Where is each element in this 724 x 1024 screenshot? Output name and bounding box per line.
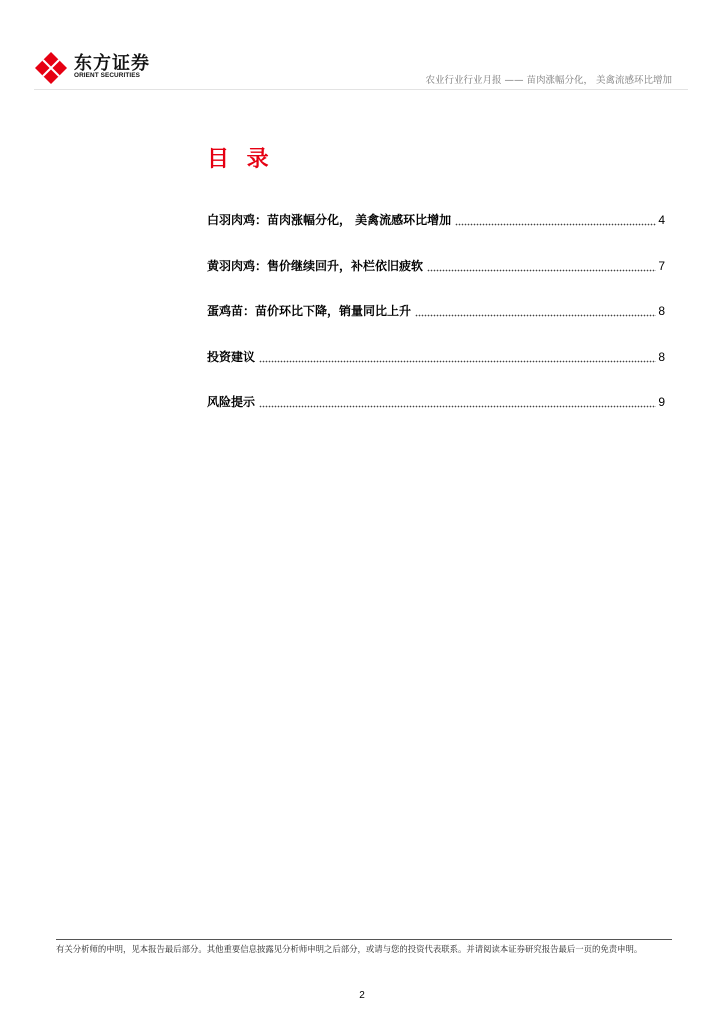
toc-entry-white-feather-broiler[interactable] <box>207 210 665 230</box>
orient-securities-logo-icon <box>34 51 68 85</box>
toc-entry-title[interactable]: 黄羽肉鸡：售价继续回升，补栏依旧疲软 <box>207 259 424 273</box>
toc-leader-dots <box>455 220 656 226</box>
toc-entry-page[interactable]: 4 <box>658 213 665 227</box>
toc-entry-page[interactable]: 9 <box>658 395 665 409</box>
toc-entry-title[interactable]: 风险提示 <box>207 395 256 409</box>
toc-entry-page[interactable]: 8 <box>658 304 665 318</box>
footer-divider <box>56 939 672 940</box>
toc-entry-yellow-feather-broiler[interactable] <box>207 256 665 276</box>
toc-leader-dots <box>259 357 656 363</box>
toc-entry-investment-advice[interactable] <box>207 347 665 367</box>
toc-entry-title[interactable]: 蛋鸡苗：苗价环比下降，销量同比上升 <box>207 304 412 318</box>
brand-name-cn: 东方证券 <box>74 53 150 74</box>
report-header-title: 农业行业行业月报 —— 苗肉涨幅分化， 美禽流感环比增加 <box>425 75 672 86</box>
toc-entry-risk-warning[interactable] <box>207 392 665 412</box>
toc-entry-page[interactable]: 7 <box>658 259 665 273</box>
header-divider <box>34 89 688 90</box>
toc-leader-dots <box>415 311 656 317</box>
toc-leader-dots <box>427 266 656 272</box>
toc-leader-dots <box>259 402 656 408</box>
toc-entry-page[interactable]: 8 <box>658 350 665 364</box>
toc-entry-title[interactable]: 投资建议 <box>207 350 256 364</box>
toc-entry-title[interactable]: 白羽肉鸡：苗肉涨幅分化， 美禽流感环比增加 <box>207 213 452 227</box>
footer-disclaimer: 有关分析师的申明，见本报告最后部分。其他重要信息披露见分析师申明之后部分，或请与您的投资代表联系。并请阅读本证券研究报告最后一页的免责申明。 <box>56 944 643 954</box>
brand-name-en: ORIENT SECURITIES <box>74 72 140 79</box>
page-number: 2 <box>359 990 365 1001</box>
company-logo <box>34 48 174 88</box>
toc-entry-layer-chick[interactable] <box>207 301 665 321</box>
toc-title: 目 录 <box>207 147 274 172</box>
